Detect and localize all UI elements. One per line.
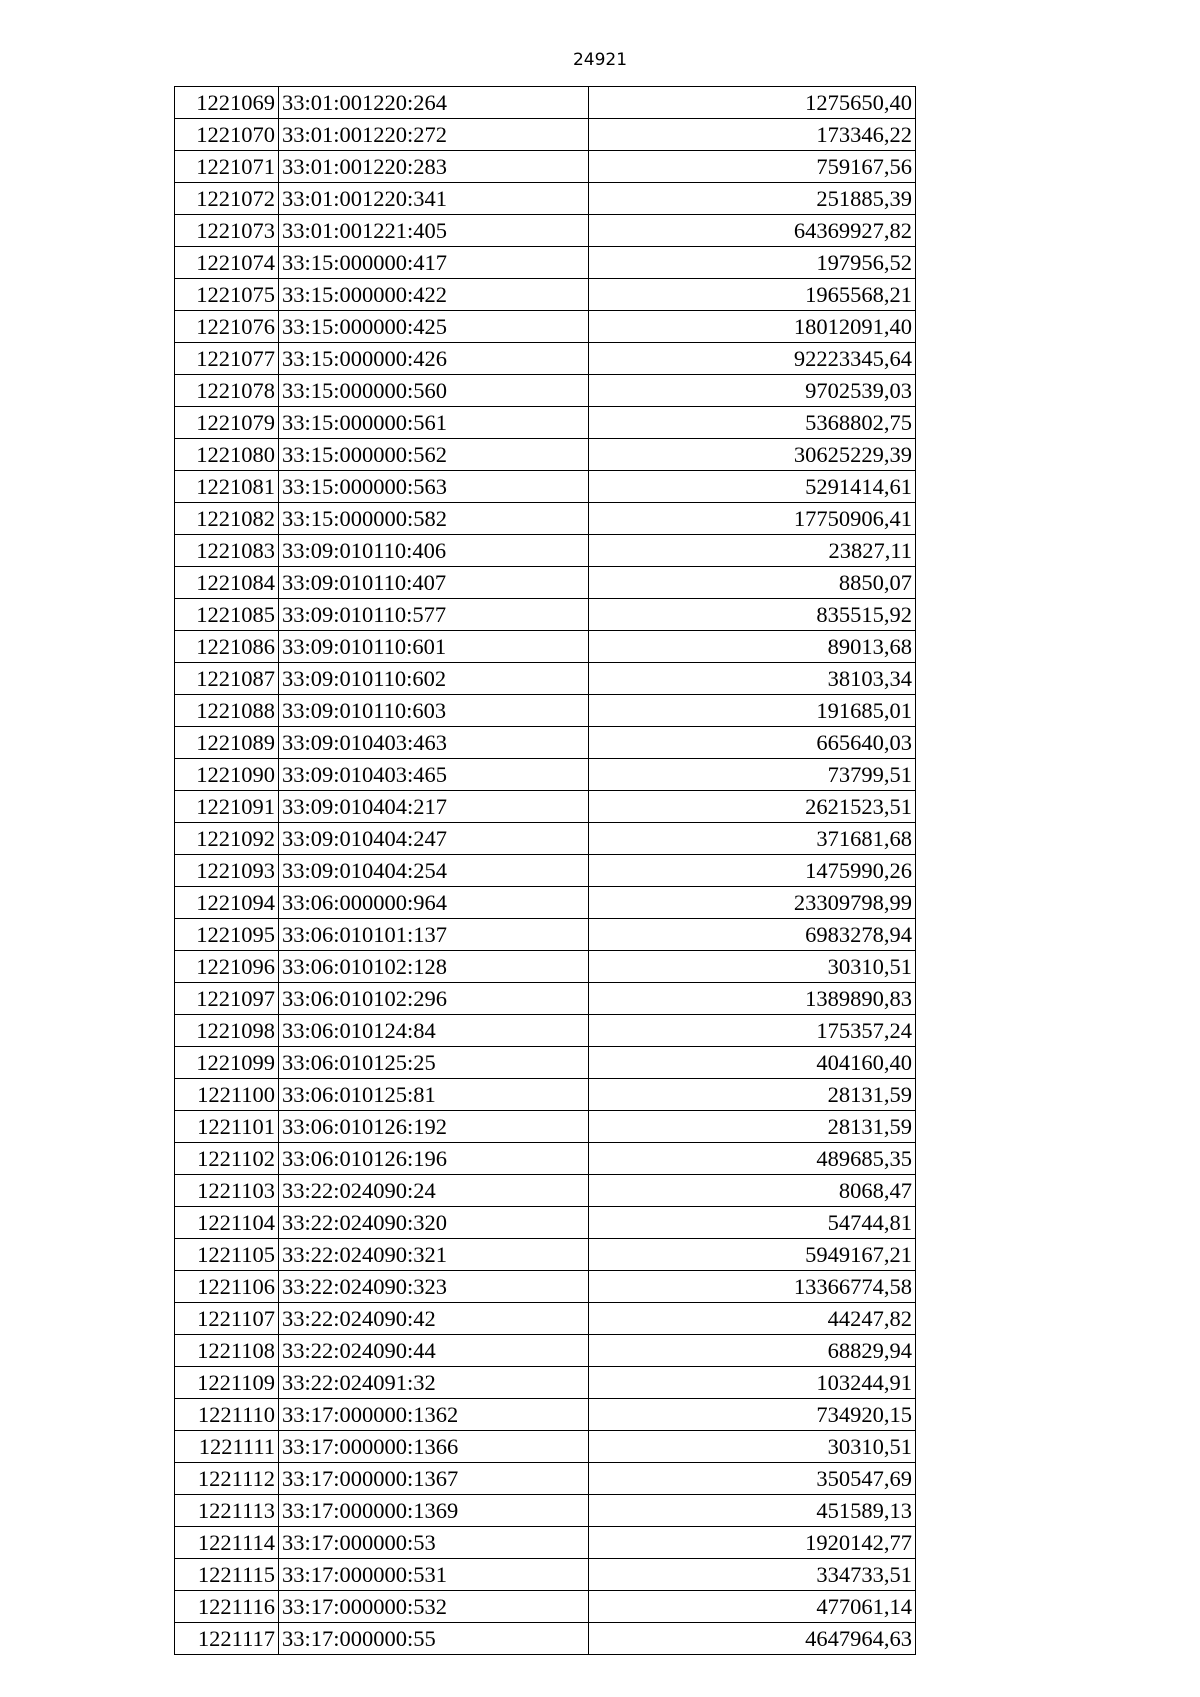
table-row: [175, 887, 916, 919]
cadastral-value-cell: 68829,94: [589, 1335, 916, 1367]
table-row: [175, 407, 916, 439]
table-row: [175, 1271, 916, 1303]
table-row: [175, 503, 916, 535]
cadastral-number-cell: 33:22:024090:320: [279, 1207, 589, 1239]
cadastral-value-cell: 6983278,94: [589, 919, 916, 951]
cadastral-number-cell: 33:06:010102:296: [279, 983, 589, 1015]
cadastral-number-cell: 33:06:010126:192: [279, 1111, 589, 1143]
cadastral-value-cell: 2621523,51: [589, 791, 916, 823]
cadastral-number-cell: 33:09:010403:463: [279, 727, 589, 759]
cadastral-value-cell: 1475990,26: [589, 855, 916, 887]
table-row: [175, 1335, 916, 1367]
row-number-cell: 1221069: [175, 87, 279, 119]
cadastral-value-cell: 18012091,40: [589, 311, 916, 343]
row-number-cell: 1221075: [175, 279, 279, 311]
cadastral-value-cell: 54744,81: [589, 1207, 916, 1239]
table-row: [175, 1559, 916, 1591]
row-number-cell: 1221073: [175, 215, 279, 247]
cadastral-number-cell: 33:22:024090:42: [279, 1303, 589, 1335]
cadastral-number-cell: 33:15:000000:582: [279, 503, 589, 535]
cadastral-number-cell: 33:06:010125:81: [279, 1079, 589, 1111]
table-row: [175, 343, 916, 375]
cadastral-number-cell: 33:09:010404:217: [279, 791, 589, 823]
cadastral-value-cell: 759167,56: [589, 151, 916, 183]
cadastral-number-cell: 33:17:000000:1362: [279, 1399, 589, 1431]
cadastral-value-cell: 103244,91: [589, 1367, 916, 1399]
row-number-cell: 1221113: [175, 1495, 279, 1527]
cadastral-value-cell: 5949167,21: [589, 1239, 916, 1271]
cadastral-number-cell: 33:09:010403:465: [279, 759, 589, 791]
cadastral-number-cell: 33:22:024090:323: [279, 1271, 589, 1303]
row-number-cell: 1221088: [175, 695, 279, 727]
cadastral-number-cell: 33:09:010110:602: [279, 663, 589, 695]
cadastral-number-cell: 33:15:000000:417: [279, 247, 589, 279]
row-number-cell: 1221089: [175, 727, 279, 759]
table-row: [175, 1143, 916, 1175]
cadastral-number-cell: 33:15:000000:562: [279, 439, 589, 471]
cadastral-number-cell: 33:06:010124:84: [279, 1015, 589, 1047]
row-number-cell: 1221076: [175, 311, 279, 343]
table-row: [175, 695, 916, 727]
row-number-cell: 1221070: [175, 119, 279, 151]
cadastral-value-cell: 8850,07: [589, 567, 916, 599]
cadastral-value-cell: 23309798,99: [589, 887, 916, 919]
table-row: [175, 1015, 916, 1047]
table-row: [175, 599, 916, 631]
table-row: [175, 471, 916, 503]
cadastral-number-cell: 33:15:000000:561: [279, 407, 589, 439]
table-row: [175, 823, 916, 855]
row-number-cell: 1221087: [175, 663, 279, 695]
cadastral-number-cell: 33:17:000000:1366: [279, 1431, 589, 1463]
cadastral-number-cell: 33:22:024090:44: [279, 1335, 589, 1367]
row-number-cell: 1221111: [175, 1431, 279, 1463]
row-number-cell: 1221083: [175, 535, 279, 567]
table-row: [175, 151, 916, 183]
row-number-cell: 1221095: [175, 919, 279, 951]
row-number-cell: 1221108: [175, 1335, 279, 1367]
table-row: [175, 567, 916, 599]
cadastral-number-cell: 33:06:010125:25: [279, 1047, 589, 1079]
cadastral-value-cell: 28131,59: [589, 1111, 916, 1143]
row-number-cell: 1221093: [175, 855, 279, 887]
table-row: [175, 791, 916, 823]
cadastral-number-cell: 33:09:010110:406: [279, 535, 589, 567]
row-number-cell: 1221082: [175, 503, 279, 535]
row-number-cell: 1221114: [175, 1527, 279, 1559]
row-number-cell: 1221112: [175, 1463, 279, 1495]
table-row: [175, 1399, 916, 1431]
cadastral-value-cell: 350547,69: [589, 1463, 916, 1495]
table-row: [175, 439, 916, 471]
table-row: [175, 247, 916, 279]
cadastral-value-cell: 4647964,63: [589, 1623, 916, 1655]
cadastral-number-cell: 33:06:000000:964: [279, 887, 589, 919]
table-row: [175, 1111, 916, 1143]
table-row: [175, 1047, 916, 1079]
table-row: [175, 1239, 916, 1271]
row-number-cell: 1221100: [175, 1079, 279, 1111]
table-row: [175, 215, 916, 247]
cadastral-value-cell: 175357,24: [589, 1015, 916, 1047]
table-row: [175, 375, 916, 407]
table-row: [175, 983, 916, 1015]
cadastral-number-cell: 33:17:000000:532: [279, 1591, 589, 1623]
cadastral-number-cell: 33:09:010110:407: [279, 567, 589, 599]
cadastral-number-cell: 33:22:024090:321: [279, 1239, 589, 1271]
cadastral-number-cell: 33:09:010404:247: [279, 823, 589, 855]
row-number-cell: 1221086: [175, 631, 279, 663]
cadastral-value-cell: 92223345,64: [589, 343, 916, 375]
table-row: [175, 1495, 916, 1527]
cadastral-number-cell: 33:09:010404:254: [279, 855, 589, 887]
cadastral-value-cell: 191685,01: [589, 695, 916, 727]
row-number-cell: 1221116: [175, 1591, 279, 1623]
row-number-cell: 1221104: [175, 1207, 279, 1239]
table-row: [175, 1079, 916, 1111]
row-number-cell: 1221110: [175, 1399, 279, 1431]
cadastral-value-cell: 8068,47: [589, 1175, 916, 1207]
cadastral-value-cell: 197956,52: [589, 247, 916, 279]
row-number-cell: 1221117: [175, 1623, 279, 1655]
cadastral-value-cell: 477061,14: [589, 1591, 916, 1623]
cadastral-value-cell: 73799,51: [589, 759, 916, 791]
cadastral-value-cell: 665640,03: [589, 727, 916, 759]
cadastral-value-cell: 1965568,21: [589, 279, 916, 311]
cadastral-number-cell: 33:17:000000:1367: [279, 1463, 589, 1495]
table-row: [175, 951, 916, 983]
row-number-cell: 1221077: [175, 343, 279, 375]
cadastral-value-cell: 13366774,58: [589, 1271, 916, 1303]
row-number-cell: 1221107: [175, 1303, 279, 1335]
cadastral-number-cell: 33:01:001221:405: [279, 215, 589, 247]
cadastral-value-cell: 404160,40: [589, 1047, 916, 1079]
cadastral-number-cell: 33:15:000000:560: [279, 375, 589, 407]
row-number-cell: 1221101: [175, 1111, 279, 1143]
row-number-cell: 1221074: [175, 247, 279, 279]
table-row: [175, 119, 916, 151]
cadastral-value-cell: 30625229,39: [589, 439, 916, 471]
row-number-cell: 1221080: [175, 439, 279, 471]
cadastral-number-cell: 33:06:010102:128: [279, 951, 589, 983]
cadastral-number-cell: 33:01:001220:341: [279, 183, 589, 215]
cadastral-value-cell: 44247,82: [589, 1303, 916, 1335]
cadastral-value-cell: 30310,51: [589, 1431, 916, 1463]
table-row: [175, 663, 916, 695]
cadastral-value-cell: 334733,51: [589, 1559, 916, 1591]
table-row: [175, 1431, 916, 1463]
cadastral-number-cell: 33:01:001220:283: [279, 151, 589, 183]
cadastral-value-cell: 30310,51: [589, 951, 916, 983]
cadastral-number-cell: 33:01:001220:264: [279, 87, 589, 119]
cadastral-value-cell: 835515,92: [589, 599, 916, 631]
cadastral-number-cell: 33:09:010110:603: [279, 695, 589, 727]
cadastral-number-cell: 33:09:010110:577: [279, 599, 589, 631]
cadastral-number-cell: 33:06:010126:196: [279, 1143, 589, 1175]
cadastral-value-cell: 734920,15: [589, 1399, 916, 1431]
cadastral-value-cell: 1389890,83: [589, 983, 916, 1015]
table-row: [175, 1623, 916, 1655]
cadastral-value-cell: 371681,68: [589, 823, 916, 855]
row-number-cell: 1221091: [175, 791, 279, 823]
cadastral-number-cell: 33:22:024090:24: [279, 1175, 589, 1207]
cadastral-value-cell: 28131,59: [589, 1079, 916, 1111]
cadastral-number-cell: 33:15:000000:563: [279, 471, 589, 503]
cadastral-value-cell: 451589,13: [589, 1495, 916, 1527]
cadastral-number-cell: 33:15:000000:422: [279, 279, 589, 311]
cadastral-number-cell: 33:17:000000:1369: [279, 1495, 589, 1527]
table-row: [175, 1367, 916, 1399]
row-number-cell: 1221105: [175, 1239, 279, 1271]
cadastral-number-cell: 33:06:010101:137: [279, 919, 589, 951]
table-row: [175, 311, 916, 343]
cadastral-number-cell: 33:17:000000:531: [279, 1559, 589, 1591]
page-number: 24921: [572, 50, 628, 70]
cadastral-number-cell: 33:15:000000:425: [279, 311, 589, 343]
table-row: [175, 1591, 916, 1623]
cadastral-value-cell: 89013,68: [589, 631, 916, 663]
table-row: [175, 919, 916, 951]
row-number-cell: 1221071: [175, 151, 279, 183]
cadastral-value-cell: 1275650,40: [589, 87, 916, 119]
table-row: [175, 727, 916, 759]
row-number-cell: 1221079: [175, 407, 279, 439]
cadastral-value-cell: 5291414,61: [589, 471, 916, 503]
row-number-cell: 1221099: [175, 1047, 279, 1079]
row-number-cell: 1221096: [175, 951, 279, 983]
row-number-cell: 1221097: [175, 983, 279, 1015]
table-row: [175, 279, 916, 311]
row-number-cell: 1221090: [175, 759, 279, 791]
table-row: [175, 1303, 916, 1335]
cadastral-number-cell: 33:09:010110:601: [279, 631, 589, 663]
table-row: [175, 631, 916, 663]
row-number-cell: 1221094: [175, 887, 279, 919]
row-number-cell: 1221084: [175, 567, 279, 599]
row-number-cell: 1221098: [175, 1015, 279, 1047]
cadastral-value-cell: 173346,22: [589, 119, 916, 151]
table-row: [175, 855, 916, 887]
row-number-cell: 1221115: [175, 1559, 279, 1591]
table-body: [175, 87, 916, 1655]
cadastral-value-table: [174, 86, 916, 1655]
table-row: [175, 759, 916, 791]
cadastral-value-cell: 17750906,41: [589, 503, 916, 535]
cadastral-value-cell: 251885,39: [589, 183, 916, 215]
cadastral-value-cell: 489685,35: [589, 1143, 916, 1175]
row-number-cell: 1221081: [175, 471, 279, 503]
row-number-cell: 1221102: [175, 1143, 279, 1175]
cadastral-value-cell: 1920142,77: [589, 1527, 916, 1559]
table-row: [175, 87, 916, 119]
table-row: [175, 1463, 916, 1495]
table-row: [175, 1207, 916, 1239]
row-number-cell: 1221092: [175, 823, 279, 855]
cadastral-number-cell: 33:01:001220:272: [279, 119, 589, 151]
cadastral-number-cell: 33:15:000000:426: [279, 343, 589, 375]
table-row: [175, 1175, 916, 1207]
row-number-cell: 1221106: [175, 1271, 279, 1303]
cadastral-number-cell: 33:17:000000:55: [279, 1623, 589, 1655]
cadastral-number-cell: 33:17:000000:53: [279, 1527, 589, 1559]
cadastral-number-cell: 33:22:024091:32: [279, 1367, 589, 1399]
row-number-cell: 1221103: [175, 1175, 279, 1207]
row-number-cell: 1221072: [175, 183, 279, 215]
cadastral-value-cell: 23827,11: [589, 535, 916, 567]
row-number-cell: 1221078: [175, 375, 279, 407]
table-row: [175, 535, 916, 567]
cadastral-value-cell: 38103,34: [589, 663, 916, 695]
row-number-cell: 1221109: [175, 1367, 279, 1399]
table-row: [175, 1527, 916, 1559]
cadastral-value-cell: 64369927,82: [589, 215, 916, 247]
table-row: [175, 183, 916, 215]
row-number-cell: 1221085: [175, 599, 279, 631]
cadastral-value-cell: 5368802,75: [589, 407, 916, 439]
cadastral-value-cell: 9702539,03: [589, 375, 916, 407]
